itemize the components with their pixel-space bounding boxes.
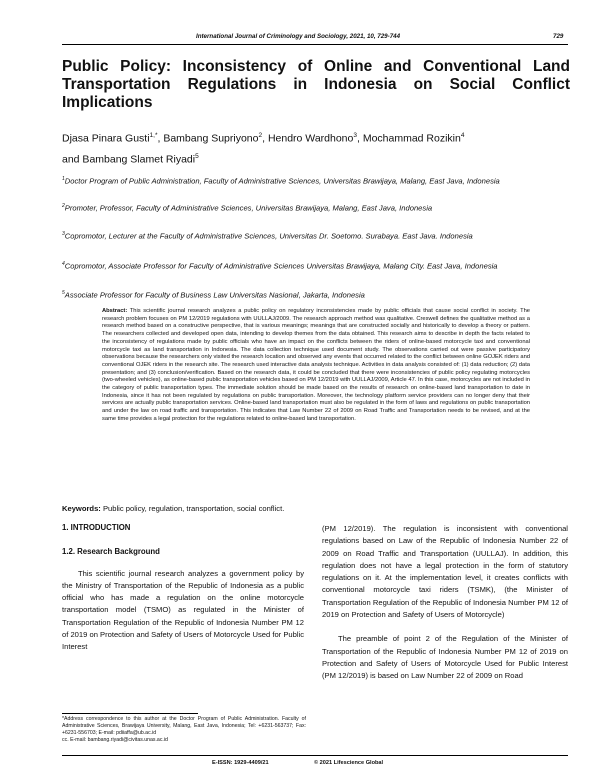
affiliation-text: Associate Professor for Faculty of Business Law Universitas Nasional, Jakarta, Indonesia	[64, 290, 365, 300]
footnote-text: *Address correspondence to this author at the Doctor Program of Public Administration. Faculty of Administrative Sciences, Brawijaya University, Malang, East Java, Indonesia; Tel: +6231-563737; Fax: +6231-556703; E-mail: pdiiaffa@ub.ac.id	[62, 716, 306, 737]
affiliation-sup: 1	[62, 176, 65, 182]
author-name: and Bambang Slamet Riyadi	[62, 153, 196, 165]
body-paragraph: The preamble of point 2 of the Regulation of the Minister of Transportation of the Republic of Indonesia Number PM 12 of 2019 on Protection and Safety of Users of Motorcycle Used for Public Interest (PM 12/2019) is based on Law Number 22 of 2009 on Road	[322, 634, 568, 681]
author-sup: 4	[460, 132, 465, 139]
keywords-text: Public policy, regulation, transportation, social conflict.	[102, 504, 285, 513]
header-rule	[62, 44, 568, 45]
footer-issn: E-ISSN: 1929-4409/21	[212, 760, 269, 766]
body-paragraph: (PM 12/2019). The regulation is inconsistent with conventional regulations based on Law of the Republic of Indonesia Number 22 of 2009 on Road Traffic and Transportation (UULLAJ). In addition, this regulation does not have a legal protection in the form of statutory regulations on it. At the implementation level, it creates conflicts with conventional motorcycle taxi riders (TSMK), (the Minister of Transportation Regulation of the Republic of Indonesia Number PM 12 of 2019 on Protection and Safety of Users of Motorcycle)	[322, 524, 568, 620]
subsection-heading-research-background: 1.2. Research Background	[62, 547, 160, 557]
author-sup: 3	[353, 132, 357, 139]
article-title: Public Policy: Inconsistency of Online and Conventional Land Transportation Regulations in Indonesia on Social Conflict Implications	[62, 58, 570, 111]
affiliation-sup: 3	[62, 231, 65, 237]
correspondence-footnote	[62, 716, 306, 744]
affiliation-text: Copromotor, Lecturer at the Faculty of Administrative Sciences, Universitas Dr. Soetomo. Surabaya. East Java. Indonesia	[64, 231, 473, 241]
abstract-label: Abstract:	[102, 308, 128, 314]
affiliation-text: Promoter, Professor, Faculty of Administrative Sciences, Universitas Brawijaya, Malang, East Java, Indonesia	[64, 203, 433, 213]
affiliation-1	[62, 174, 570, 187]
abstract-text: This scientific journal research analyzes a public policy on regulatory inconsistencies made by public officials that cause social conflict in society. The research problem focuses on PM 12/2019 regulations with UULLAJ/2009. The research approach method was qualitative. Creswell defines the qualitative method as a research method based on a constructive perspective, that is various meanings; meanings that are constructed socially and historically to develop a theory or pattern. The researchers collected and developed open data, intending to develop themes from the data obtained. This research aims to describe in depth the facts related to the inconsistency of regulations made by public officials who have an impact on the conflicts between the riders of online-based motorcycle taxi and conventional motorcycle taxi as land transportation in Indonesia. The data collection technique used document study. The observations carried out were passive participatory observations because the researchers only visited the research location and observed any events that occurred related to the conflict between online GOJEK riders and conventional OJEK riders in the research site. The research used interactive data analysis technique. Activities in data analysis consisted of: (1) data reduction; (2) data presentation; and (3) conclusion/verification. Based on the research data, it could be concluded that there were inconsistencies of public policy regulating motorcycles (two-wheeled vehicles), as online-based public transportation vehicles based on PM 12/2019 with UULLAJ/2009, Article 47. In this case, motorcycles are not included in the category of public transportation types. The immediate solution should be made based on the results of research on online-based land transportation to date in Indonesia, since it has not been regulated by regulations on public transportation. Moreover, the technology platform service providers can no longer deny that their services are actually public transportation services. Online-based land transportation must also be regulated in the form of laws and regulations on public transportation and under the law on road traffic and transportation. This indicates that Law Number 22 of 2009 on Road Traffic and Transportation needs to be revised, and at the same time provides a legal protection for the regulations related to online-based land transportation.	[102, 308, 530, 422]
abstract	[102, 308, 530, 424]
author-name: , Hendro Wardhono	[262, 132, 354, 145]
journal-citation: International Journal of Criminology and Sociology, 2021, 10, 729-744	[196, 33, 401, 40]
author-name: , Bambang Supriyono	[157, 132, 259, 145]
author-name: Djasa Pinara Gusti	[62, 132, 150, 145]
section-heading-introduction: 1. INTRODUCTION	[62, 523, 131, 532]
left-column	[62, 522, 304, 654]
right-column	[322, 523, 568, 683]
footer-rule	[62, 755, 568, 756]
footnote-rule	[62, 713, 198, 714]
author-sup: 2	[258, 132, 263, 139]
affiliation-text: Doctor Program of Public Administration, Faculty of Administrative Sciences, Universitas Brawijaya, Malang, East Java, Indonesia	[64, 176, 500, 186]
affiliation-5	[62, 288, 570, 301]
keywords-label: Keywords:	[62, 504, 101, 513]
affiliation-text: Copromotor, Associate Professor for Faculty of Administrative Sciences Universitas Brawijaya, Malang City. East Java, Indonesia	[64, 261, 498, 271]
author-list	[62, 127, 570, 168]
page-number: 729	[553, 33, 564, 40]
author-sup: 1,*	[149, 132, 158, 139]
affiliation-sup: 5	[62, 290, 65, 296]
author-name: , Mochammad Rozikin	[356, 132, 461, 145]
affiliation-4	[62, 259, 570, 272]
author-sup: 5	[195, 152, 199, 160]
footer-publisher: © 2021 Lifescience Global	[314, 760, 384, 766]
affiliation-sup: 4	[62, 261, 65, 267]
affiliation-2	[62, 201, 570, 214]
keywords	[62, 504, 570, 513]
affiliation-sup: 2	[62, 203, 65, 209]
body-paragraph: This scientific journal research analyzes a government policy by the Ministry of Transportation of the Republic of Indonesia as a public official who has made a regulation on the online motorcycle transportation model (TSMO) as regulated in the Minister of Transportation Regulation of the Republic of Indonesia Number PM 12 of 2019 on Protection and Safety of Users of Motorcycle Used for Public Interest	[62, 568, 304, 652]
affiliation-3	[62, 229, 570, 242]
footnote-cc: cc. E-mail: bambang.riyadi@civitas.unas.ac.id	[62, 737, 168, 744]
